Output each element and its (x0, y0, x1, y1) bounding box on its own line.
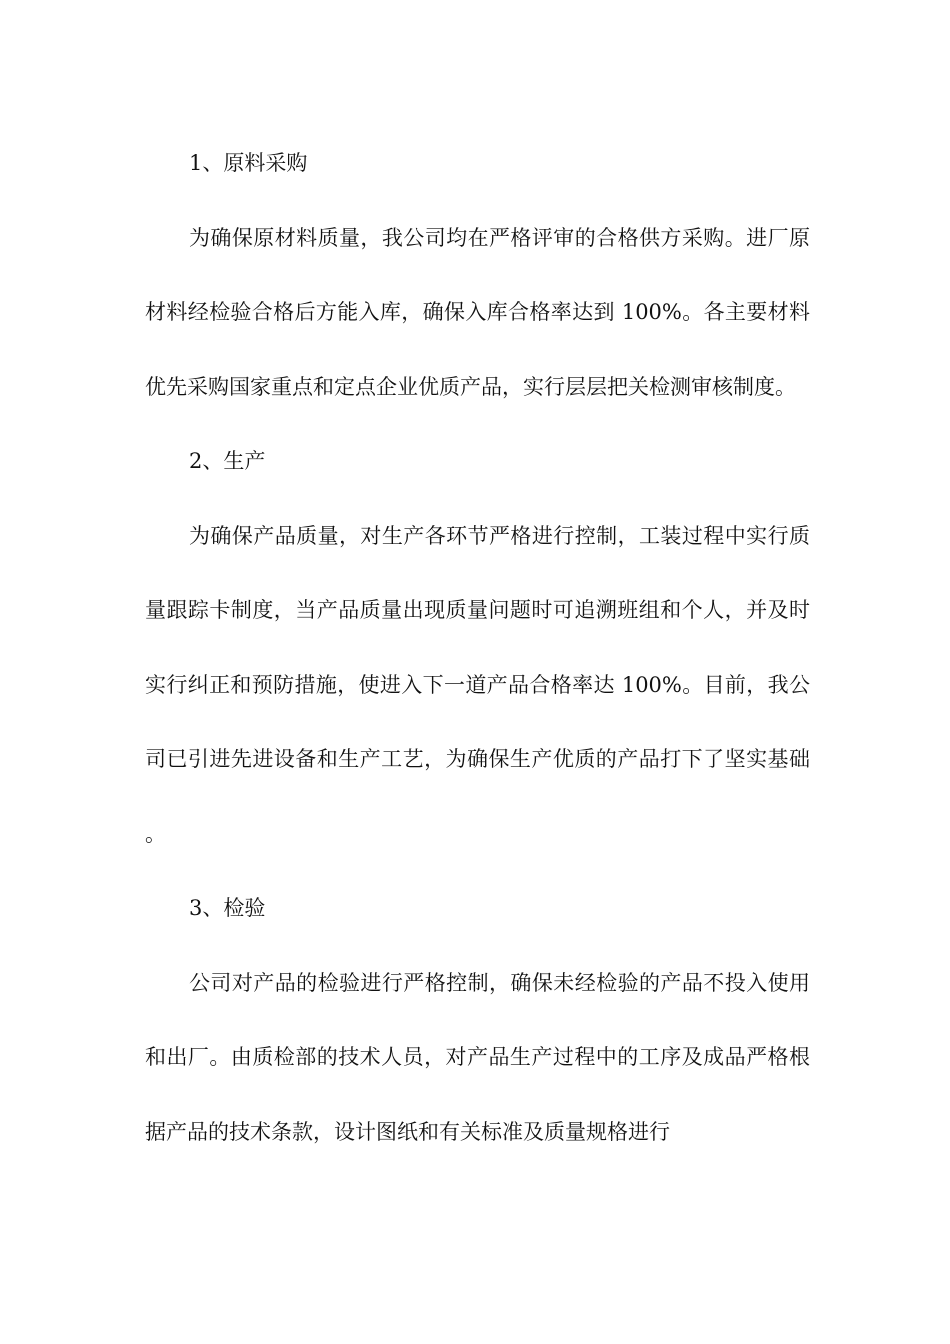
section-paragraph-inspection: 公司对产品的检验进行严格控制，确保未经检验的产品不投入使用和出厂。由质检部的技术人员，对产品生产过程中的工序及成品严格根据产品的技术条款，设计图纸和有关标准及质量规格进行 (145, 970, 810, 1144)
section-heading-production: 2、生产 (189, 449, 266, 473)
section-heading-inspection: 3、检验 (189, 896, 266, 920)
section-heading-raw-material-purchasing: 1、原料采购 (189, 151, 308, 175)
document-body (145, 126, 810, 1169)
section-paragraph-raw-material-purchasing: 为确保原材料质量，我公司均在严格评审的合格供方采购。进厂原材料经检验合格后方能入库，确保入库合格率达到 100%。各主要材料优先采购国家重点和定点企业优质产品，实行层层把关检测审核制度。 (145, 225, 810, 399)
section-paragraph-production: 为确保产品质量，对生产各环节严格进行控制，工装过程中实行质量跟踪卡制度，当产品质量出现质量问题时可追溯班组和个人，并及时实行纠正和预防措施，使进入下一道产品合格率达 100%。目前，我公司已引进先进设备和生产工艺，为确保生产优质的产品打下了坚实基础。 (145, 523, 810, 846)
